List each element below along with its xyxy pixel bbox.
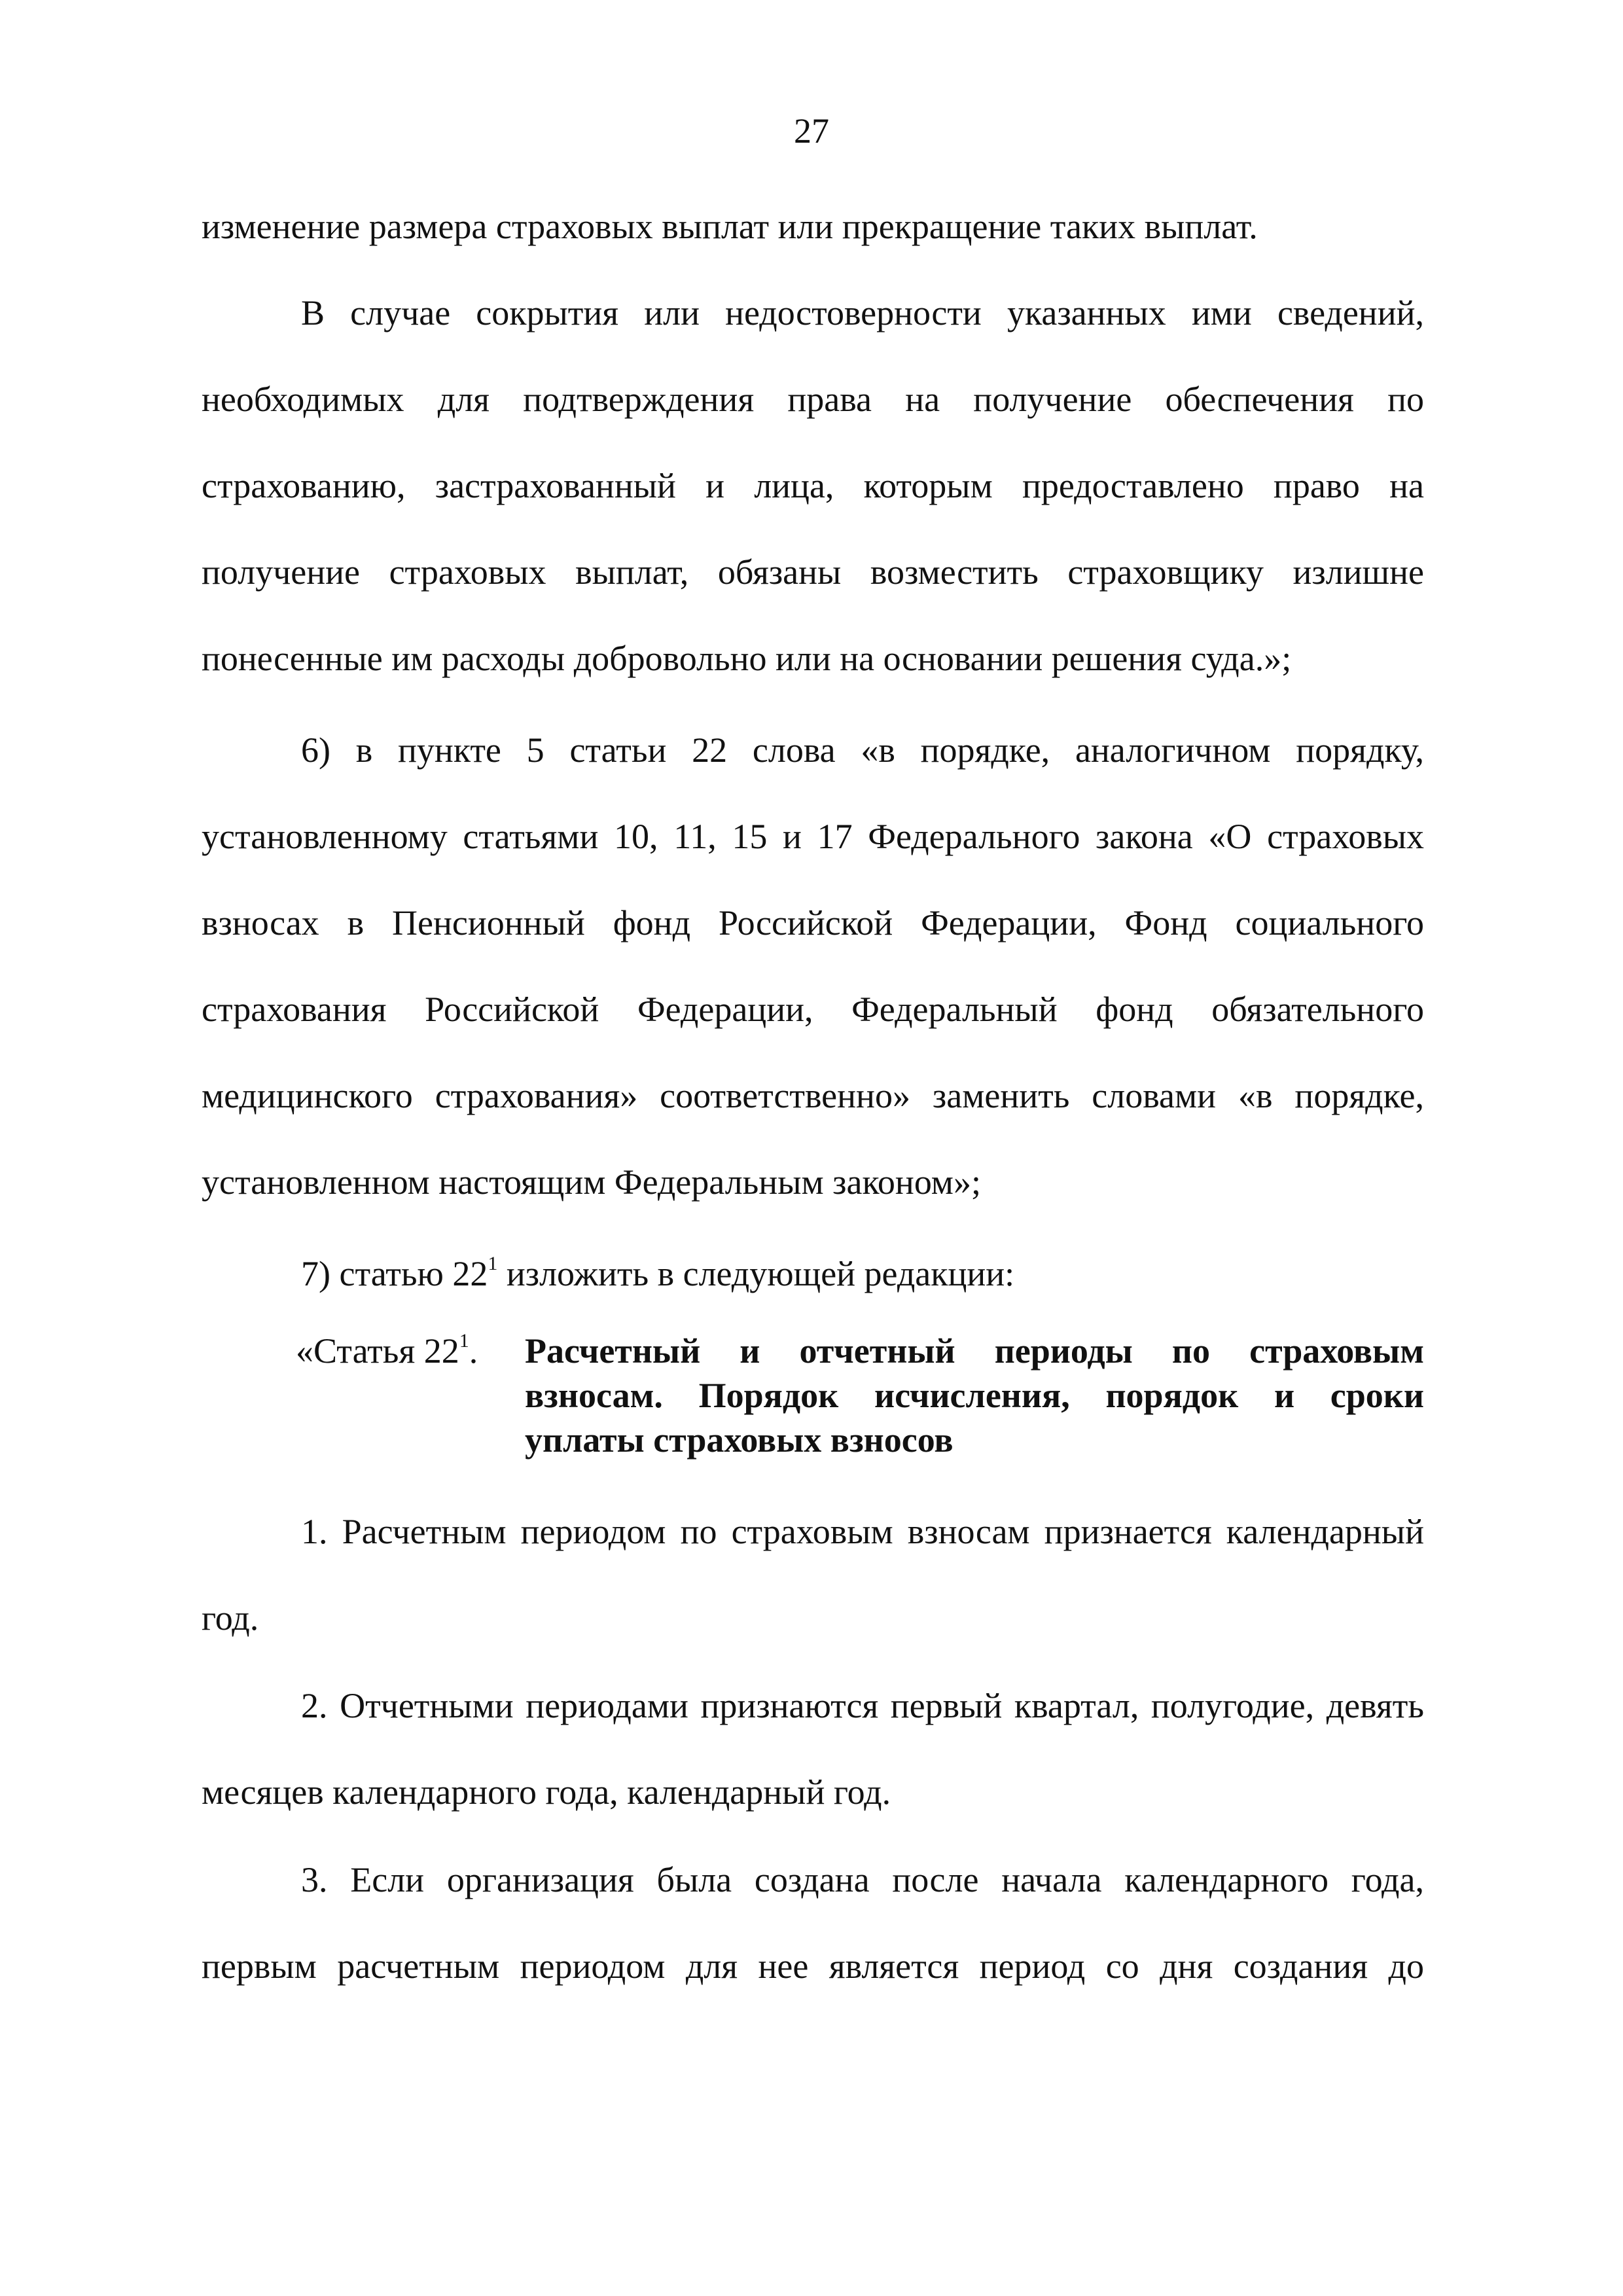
paragraph-1 xyxy=(202,183,1424,270)
paragraph-2: В случае сокрытия или недостоверности указанных ими сведений, необходимых для подтверждения права на получение обеспечения по страхованию, застрахованный и лица, которым предоставлено право на получение страховых выплат, обязаны возместить страховщику излишне понесенные им расходы добровольно или на основании решения суда.»; xyxy=(202,293,1424,678)
paragraph-1-text: изменение размера страховых выплат или прекращение таких выплат. xyxy=(202,207,1258,246)
article-title-line-3: уплаты страховых взносов xyxy=(525,1420,954,1460)
article-title-line-2: взносам. Порядок исчисления, порядок и сроки xyxy=(525,1376,1424,1415)
article-title-line-1: Расчетный и отчетный периоды по страховым xyxy=(525,1331,1424,1371)
paragraph-6: 2. Отчетными периодами признаются первый квартал, полугодие, девять месяцев календарного года, календарный год. xyxy=(202,1686,1424,1812)
article-label-superscript: 1 xyxy=(459,1330,469,1352)
article-label-before: «Статья 22 xyxy=(296,1331,459,1371)
article-label xyxy=(296,1329,478,1373)
paragraph-4-text-after: изложить в следующей редакции: xyxy=(497,1254,1015,1293)
paragraph-4-superscript: 1 xyxy=(488,1253,498,1274)
paragraph-4 xyxy=(202,1230,1424,1317)
article-title xyxy=(525,1329,1424,1462)
paragraph-4-text-before: 7) статью 22 xyxy=(301,1254,488,1293)
page-number: 27 xyxy=(794,111,829,151)
paragraph-5: 1. Расчетным периодом по страховым взносам признается календарный год. xyxy=(202,1512,1424,1638)
article-label-after: . xyxy=(469,1331,478,1371)
paragraph-7: 3. Если организация была создана после начала календарного года, первым расчетным периодом для нее является период со дня создания до xyxy=(202,1860,1424,1986)
paragraph-3: 6) в пункте 5 статьи 22 слова «в порядке, аналогичном порядку, установленному статьями 10, 11, 15 и 17 Федерального закона «О страховых взносах в Пенсионный фонд Российской Федерации, Фонд социального страхования Российской Федерации, Федеральный фонд обязательного медицинского страхования» соответственно» заменить словами «в порядке, установленном настоящим Федеральным законом»; xyxy=(202,730,1424,1202)
